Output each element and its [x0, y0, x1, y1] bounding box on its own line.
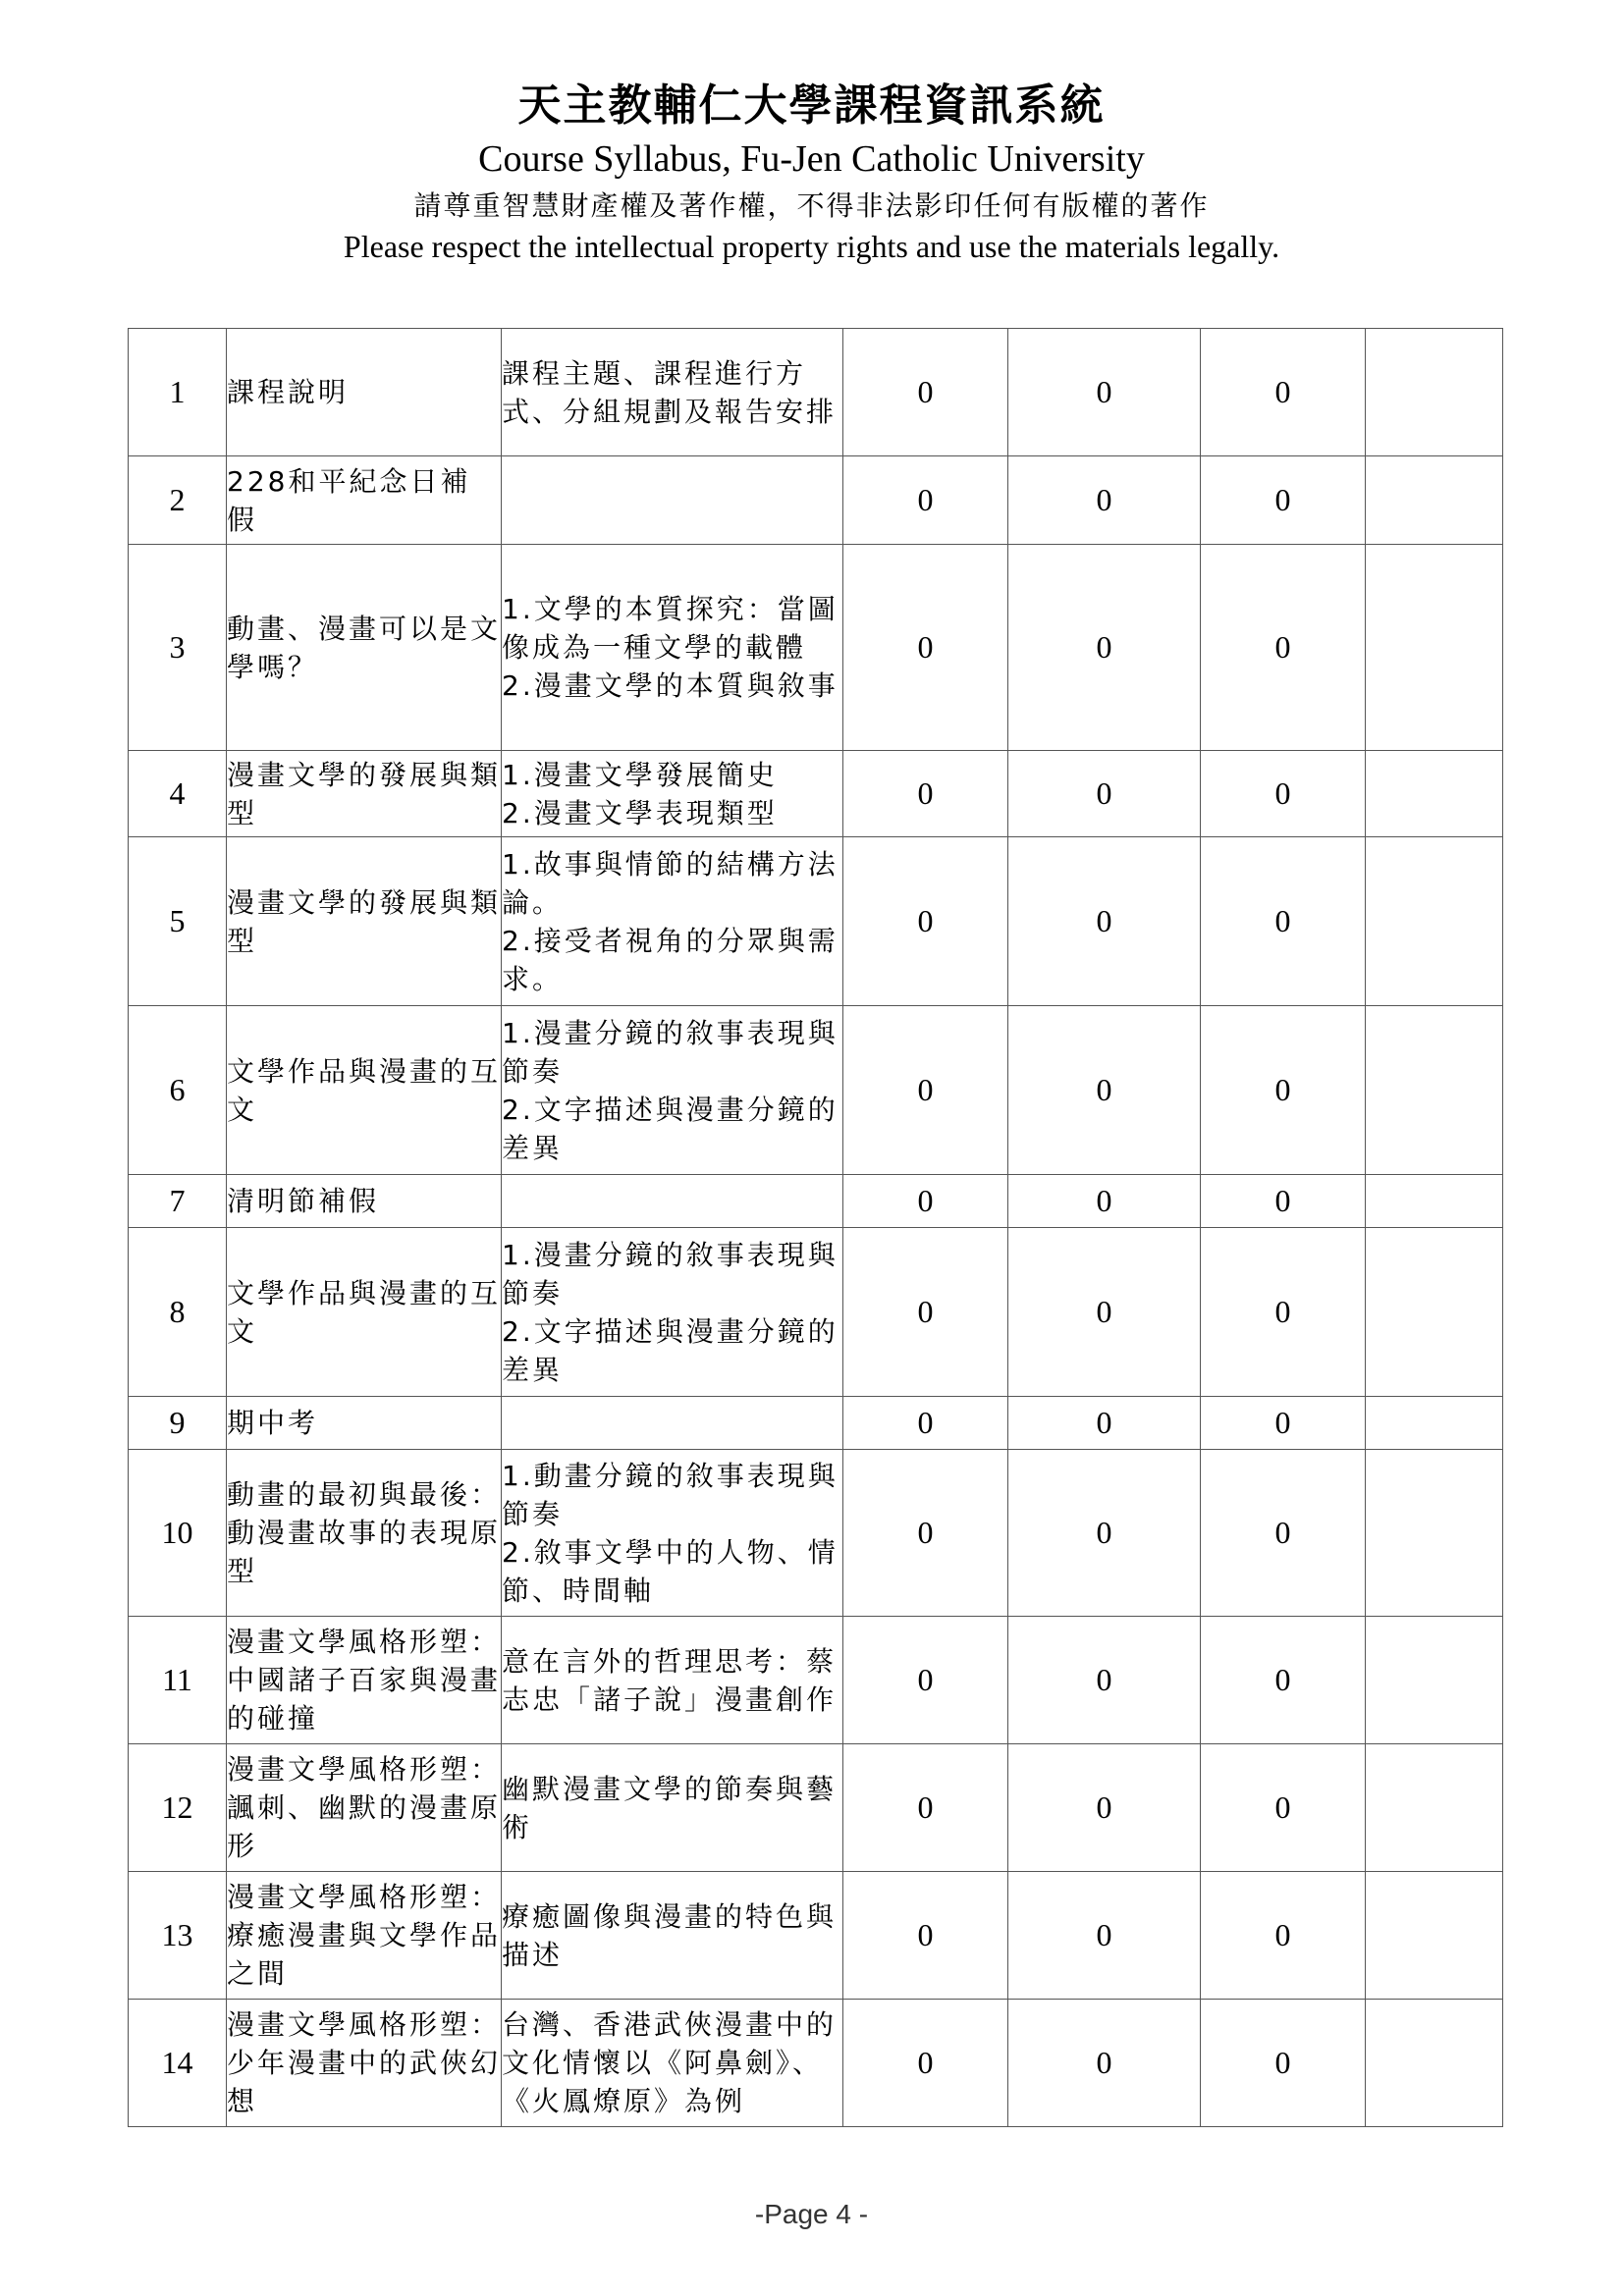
value-cell-3: 0 [1201, 1228, 1366, 1397]
value-cell-1: 0 [843, 1397, 1008, 1450]
content-cell: 1.文學的本質探究：當圖像成為一種文學的載體 2.漫畫文學的本質與敘事 [502, 545, 843, 751]
topic-cell: 期中考 [227, 1397, 502, 1450]
content-cell: 幽默漫畫文學的節奏與藝術 [502, 1744, 843, 1872]
week-number-cell: 7 [129, 1175, 227, 1228]
copyright-notice-chinese: 請尊重智慧財產權及著作權，不得非法影印任何有版權的著作 [413, 189, 1210, 222]
syllabus-schedule-table [128, 328, 1503, 2127]
topic-cell: 漫畫文學風格形塑：中國諸子百家與漫畫的碰撞 [227, 1617, 502, 1744]
value-cell-1: 0 [843, 837, 1008, 1006]
notes-cell [1366, 456, 1503, 545]
value-cell-3: 0 [1201, 1872, 1366, 2000]
content-cell: 1.動畫分鏡的敘事表現與節奏 2.敘事文學中的人物、情節、時間軸 [502, 1450, 843, 1617]
page-number: -Page 4 - [754, 2199, 869, 2229]
topic-cell: 課程說明 [227, 329, 502, 456]
value-cell-3: 0 [1201, 1175, 1366, 1228]
notes-cell [1366, 1872, 1503, 2000]
value-cell-3: 0 [1201, 545, 1366, 751]
table-row [129, 1744, 1503, 1872]
week-number-cell: 8 [129, 1228, 227, 1397]
value-cell-1: 0 [843, 545, 1008, 751]
topic-cell: 漫畫文學的發展與類型 [227, 837, 502, 1006]
notes-cell [1366, 1450, 1503, 1617]
content-cell: 課程主題、課程進行方式、分組規劃及報告安排 [502, 329, 843, 456]
value-cell-3: 0 [1201, 2000, 1366, 2127]
notes-cell [1366, 1617, 1503, 1744]
table-row [129, 329, 1503, 456]
table-row [129, 1872, 1503, 2000]
value-cell-2: 0 [1008, 1006, 1201, 1175]
topic-cell: 漫畫文學風格形塑：少年漫畫中的武俠幻想 [227, 2000, 502, 2127]
value-cell-1: 0 [843, 751, 1008, 837]
value-cell-2: 0 [1008, 1175, 1201, 1228]
topic-cell: 228和平紀念日補假 [227, 456, 502, 545]
content-cell: 1.漫畫分鏡的敘事表現與節奏 2.文字描述與漫畫分鏡的差異 [502, 1006, 843, 1175]
table-row [129, 1006, 1503, 1175]
value-cell-2: 0 [1008, 751, 1201, 837]
value-cell-1: 0 [843, 1617, 1008, 1744]
week-number-cell: 11 [129, 1617, 227, 1744]
content-cell: 台灣、香港武俠漫畫中的文化情懷以《阿鼻劍》、《火鳳燎原》為例 [502, 2000, 843, 2127]
table-row [129, 1450, 1503, 1617]
table-row [129, 837, 1503, 1006]
notes-cell [1366, 545, 1503, 751]
value-cell-3: 0 [1201, 1450, 1366, 1617]
notes-cell [1366, 837, 1503, 1006]
value-cell-2: 0 [1008, 456, 1201, 545]
topic-cell: 漫畫文學風格形塑：諷刺、幽默的漫畫原形 [227, 1744, 502, 1872]
table-row [129, 545, 1503, 751]
value-cell-1: 0 [843, 2000, 1008, 2127]
value-cell-1: 0 [843, 1175, 1008, 1228]
week-number-cell: 5 [129, 837, 227, 1006]
content-cell: 1.漫畫分鏡的敘事表現與節奏 2.文字描述與漫畫分鏡的差異 [502, 1228, 843, 1397]
notes-cell [1366, 1397, 1503, 1450]
value-cell-2: 0 [1008, 329, 1201, 456]
value-cell-1: 0 [843, 1744, 1008, 1872]
value-cell-2: 0 [1008, 837, 1201, 1006]
topic-cell: 文學作品與漫畫的互文 [227, 1228, 502, 1397]
week-number-cell: 12 [129, 1744, 227, 1872]
page-header [0, 79, 1623, 267]
topic-cell: 漫畫文學的發展與類型 [227, 751, 502, 837]
value-cell-1: 0 [843, 1450, 1008, 1617]
notes-cell [1366, 2000, 1503, 2127]
topic-cell: 清明節補假 [227, 1175, 502, 1228]
value-cell-1: 0 [843, 1872, 1008, 2000]
value-cell-1: 0 [843, 329, 1008, 456]
topic-cell: 動畫、漫畫可以是文學嗎？ [227, 545, 502, 751]
table-row [129, 1228, 1503, 1397]
value-cell-2: 0 [1008, 545, 1201, 751]
week-number-cell: 2 [129, 456, 227, 545]
table-row [129, 1175, 1503, 1228]
content-cell [502, 1175, 843, 1228]
value-cell-2: 0 [1008, 1450, 1201, 1617]
copyright-notice-english: Please respect the intellectual property rights and use the materials legally. [343, 229, 1280, 264]
value-cell-3: 0 [1201, 1397, 1366, 1450]
week-number-cell: 3 [129, 545, 227, 751]
value-cell-1: 0 [843, 456, 1008, 545]
week-number-cell: 6 [129, 1006, 227, 1175]
value-cell-2: 0 [1008, 1397, 1201, 1450]
title-chinese: 天主教輔仁大學課程資訊系統 [517, 80, 1106, 131]
week-number-cell: 1 [129, 329, 227, 456]
value-cell-3: 0 [1201, 1744, 1366, 1872]
week-number-cell: 14 [129, 2000, 227, 2127]
content-cell: 1.漫畫文學發展簡史 2.漫畫文學表現類型 [502, 751, 843, 837]
content-cell: 療癒圖像與漫畫的特色與描述 [502, 1872, 843, 2000]
notes-cell [1366, 1228, 1503, 1397]
content-cell: 意在言外的哲理思考：蔡志忠「諸子說」漫畫創作 [502, 1617, 843, 1744]
content-cell [502, 456, 843, 545]
value-cell-1: 0 [843, 1228, 1008, 1397]
value-cell-3: 0 [1201, 1617, 1366, 1744]
table-row [129, 1617, 1503, 1744]
week-number-cell: 9 [129, 1397, 227, 1450]
content-cell: 1.故事與情節的結構方法論。 2.接受者視角的分眾與需求。 [502, 837, 843, 1006]
week-number-cell: 4 [129, 751, 227, 837]
value-cell-3: 0 [1201, 1006, 1366, 1175]
value-cell-2: 0 [1008, 1617, 1201, 1744]
table-row [129, 456, 1503, 545]
value-cell-1: 0 [843, 1006, 1008, 1175]
week-number-cell: 13 [129, 1872, 227, 2000]
notes-cell [1366, 1175, 1503, 1228]
value-cell-3: 0 [1201, 329, 1366, 456]
notes-cell [1366, 751, 1503, 837]
week-number-cell: 10 [129, 1450, 227, 1617]
value-cell-3: 0 [1201, 751, 1366, 837]
value-cell-3: 0 [1201, 456, 1366, 545]
notes-cell [1366, 1744, 1503, 1872]
topic-cell: 動畫的最初與最後：動漫畫故事的表現原型 [227, 1450, 502, 1617]
value-cell-2: 0 [1008, 2000, 1201, 2127]
topic-cell: 文學作品與漫畫的互文 [227, 1006, 502, 1175]
value-cell-2: 0 [1008, 1228, 1201, 1397]
notes-cell [1366, 1006, 1503, 1175]
syllabus-table-body [129, 329, 1503, 2127]
table-row [129, 751, 1503, 837]
topic-cell: 漫畫文學風格形塑：療癒漫畫與文學作品之間 [227, 1872, 502, 2000]
table-row [129, 2000, 1503, 2127]
notes-cell [1366, 329, 1503, 456]
value-cell-2: 0 [1008, 1744, 1201, 1872]
title-english: Course Syllabus, Fu-Jen Catholic University [478, 138, 1145, 180]
content-cell [502, 1397, 843, 1450]
value-cell-3: 0 [1201, 837, 1366, 1006]
value-cell-2: 0 [1008, 1872, 1201, 2000]
table-row [129, 1397, 1503, 1450]
